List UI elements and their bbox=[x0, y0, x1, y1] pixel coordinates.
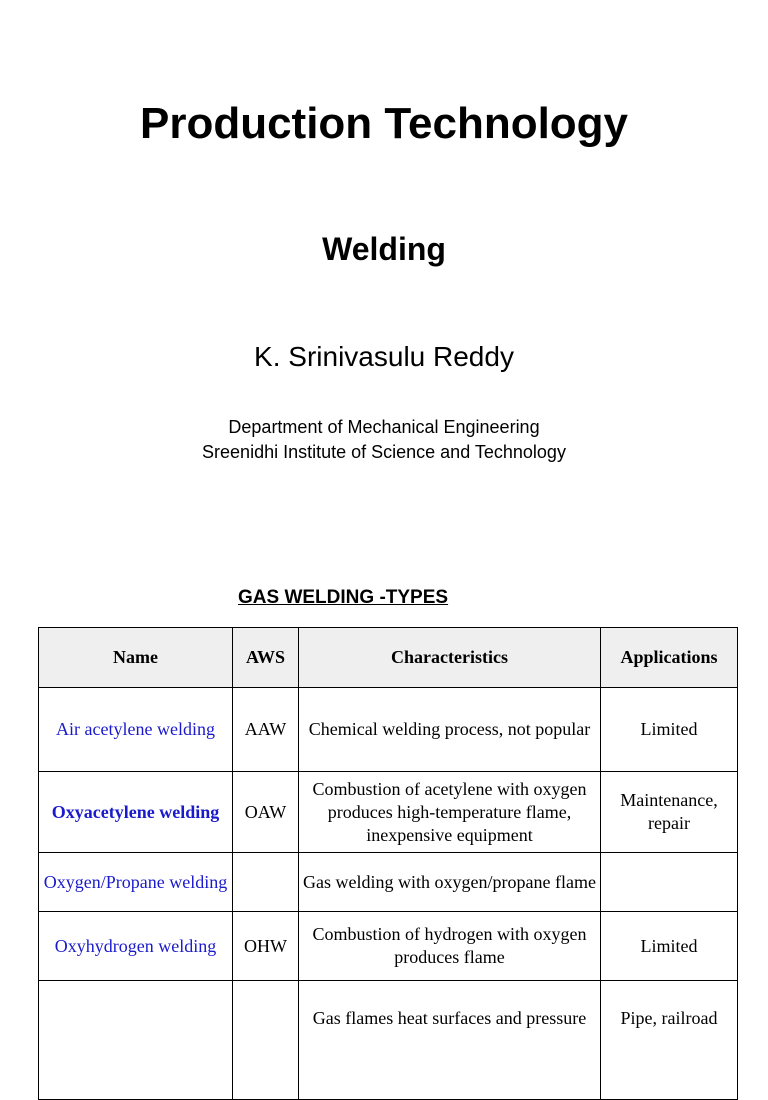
characteristics-cell: Combustion of acetylene with oxygen produces high-temperature flame, inexpensive equipment bbox=[299, 772, 601, 853]
characteristics-cell: Gas welding with oxygen/propane flame bbox=[299, 853, 601, 912]
table-row bbox=[39, 912, 738, 981]
applications-cell: Maintenance, repair bbox=[601, 772, 738, 853]
applications-cell: Pipe, railroad bbox=[601, 981, 738, 1100]
header-aws: AWS bbox=[233, 628, 299, 688]
characteristics-cell: Gas flames heat surfaces and pressure bbox=[299, 981, 601, 1100]
applications-cell: Limited bbox=[601, 912, 738, 981]
aws-code: AAW bbox=[233, 688, 299, 772]
process-name-link[interactable] bbox=[39, 981, 233, 1100]
table-row bbox=[39, 772, 738, 853]
process-name-link[interactable]: Oxyhydrogen welding bbox=[39, 912, 233, 981]
applications-cell bbox=[601, 853, 738, 912]
aws-code bbox=[233, 853, 299, 912]
header-name: Name bbox=[39, 628, 233, 688]
page-subtitle: Welding bbox=[322, 231, 446, 267]
characteristics-cell: Chemical welding process, not popular bbox=[299, 688, 601, 772]
table-header-row bbox=[39, 628, 738, 688]
header-applications: Applications bbox=[601, 628, 738, 688]
author-name: K. Srinivasulu Reddy bbox=[254, 341, 514, 372]
applications-cell: Limited bbox=[601, 688, 738, 772]
header-characteristics: Characteristics bbox=[299, 628, 601, 688]
table-row bbox=[39, 981, 738, 1100]
aws-code: OAW bbox=[233, 772, 299, 853]
characteristics-cell: Combustion of hydrogen with oxygen produces flame bbox=[299, 912, 601, 981]
table-row bbox=[39, 688, 738, 772]
section-heading: GAS WELDING -TYPES bbox=[238, 587, 449, 608]
institute: Sreenidhi Institute of Science and Technology bbox=[202, 442, 566, 462]
process-name-link[interactable]: Air acetylene welding bbox=[39, 688, 233, 772]
process-name-link[interactable]: Oxyacetylene welding bbox=[39, 772, 233, 853]
department: Department of Mechanical Engineering bbox=[228, 417, 540, 437]
table-row bbox=[39, 853, 738, 912]
page-title: Production Technology bbox=[139, 99, 629, 148]
aws-code: OHW bbox=[233, 912, 299, 981]
process-name-link[interactable]: Oxygen/Propane welding bbox=[39, 853, 233, 912]
aws-code bbox=[233, 981, 299, 1100]
gas-welding-types-table bbox=[38, 627, 738, 1100]
